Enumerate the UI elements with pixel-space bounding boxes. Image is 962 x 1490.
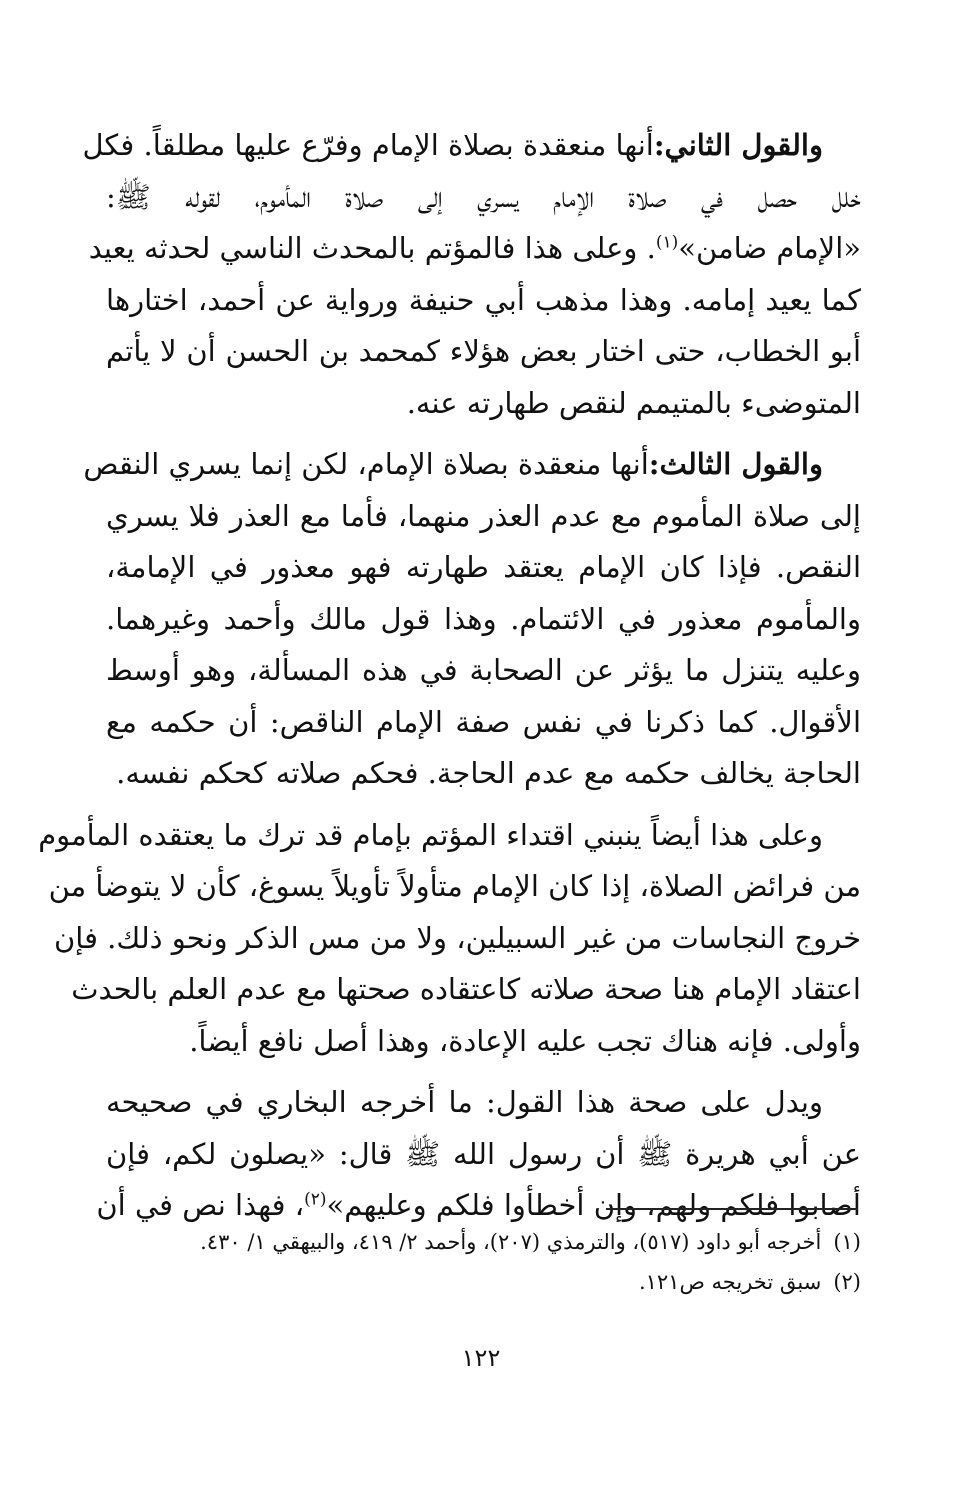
text-run: ، فهذا نص في أن: [96, 1188, 305, 1222]
paragraph-third-opinion: [83, 439, 861, 800]
footnote-ref: (٢): [304, 1189, 327, 1210]
footnote-ref: (١): [655, 232, 679, 253]
text-line: من فرائض الصلاة، إذا كان الإمام متأولاً تأويلاً يسوغ، كأن لا يتوضأ من: [48, 869, 861, 903]
paragraph-imam-interpretation: [38, 810, 861, 1068]
text-line: أبو الخطاب، حتى اختار بعض هؤلاء كمحمد بن الحسن أن لا يأتم: [106, 334, 861, 368]
page-number: ١٢٢: [461, 1344, 501, 1372]
paragraph-second-opinion: [82, 120, 861, 429]
footnote-text: أخرجه أبو داود (٥١٧)، والترمذي (٢٠٧)، وأحمد ٢/ ٤١٩، والبيهقي ١/ ٤٣٠.: [200, 1230, 822, 1254]
paragraph-lead: والقول الثاني:: [653, 128, 823, 162]
page-body: [38, 120, 861, 1232]
text-line: وعلى هذا أيضاً ينبني اقتداء المؤتم بإمام قد ترك ما يعتقده المأموم: [38, 817, 823, 852]
text-line: المتوضىء بالمتيمم لنقص طهارته عنه.: [406, 385, 861, 420]
text-line: الأقوال. كما ذكرنا في نفس صفة الإمام الناقص: أن حكمه مع: [106, 704, 861, 739]
text-line: النقص. فإذا كان الإمام يعتقد طهارته فهو معذور في الإمامة،: [106, 550, 861, 584]
footnote-item: [106, 1222, 861, 1262]
text-line: الحاجة يخالف حكمه مع عدم الحاجة. فحكم صلاته كحكم نفسه.: [116, 756, 861, 790]
footnote-text: سبق تخريجه ص١٢١.: [638, 1270, 822, 1294]
text-line: [82, 120, 861, 172]
footnote-divider: [606, 1208, 858, 1210]
text-run: أنها منعقدة بصلاة الإمام، لكن إنما يسري النقص: [83, 447, 649, 481]
text-run: أصابوا فلكم ولهم، وإن أخطأوا فلكم وعليهم»: [326, 1188, 861, 1222]
paragraph-lead: والقول الثالث:: [648, 447, 823, 481]
text-run: «الإمام ضامن»: [678, 231, 861, 265]
text-line: كما يعيد إمامه. وهذا مذهب أبي حنيفة ورواية عن أحمد، اختارها: [106, 282, 861, 317]
text-line: عن أبي هريرة ﷺ أن رسول الله ﷺ قال: «يصلون لكم، فإن: [106, 1136, 861, 1171]
text-run: . وعلى هذا فالمؤتم بالمحدث الناسي لحدثه يعيد: [88, 231, 656, 265]
text-line: إلى صلاة المأموم مع عدم العذر منهما، فأما مع العذر فلا يسري: [106, 498, 861, 533]
text-line: والمأموم معذور في الائتمام. وهذا قول مالك وأحمد وغيرهما.: [106, 601, 861, 636]
text-line: [83, 439, 861, 491]
text-line: اعتقاد الإمام هنا صحة صلاته كاعتقاده صحتها مع عدم العلم بالحدث: [71, 972, 861, 1006]
text-line: [88, 223, 861, 275]
footnote-number: (١): [833, 1230, 861, 1254]
text-line: ويدل على صحة هذا القول: ما أخرجه البخاري في صحيحه: [106, 1085, 823, 1119]
footnote-item: [106, 1262, 861, 1302]
text-line: وأولى. فإنه هناك تجب عليه الإعادة، وهذا أصل نافع أيضاً.: [189, 1023, 861, 1058]
text-line: خروج النجاسات من غير السبيلين، ولا من مس الذكر ونحو ذلك. فإن: [53, 920, 861, 955]
text-line: خلل حصل في صلاة الإمام يسري إلى صلاة المأموم، لقوله ﷺ:: [106, 179, 861, 214]
text-line: وعليه يتنزل ما يؤثر عن الصحابة في هذه المسألة، وهو أوسط: [106, 653, 861, 687]
footnote-number: (٢): [833, 1270, 861, 1294]
text-run: أنها منعقدة بصلاة الإمام وفرّع عليها مطلقاً. فكل: [82, 128, 654, 162]
footnotes: [106, 1222, 861, 1302]
